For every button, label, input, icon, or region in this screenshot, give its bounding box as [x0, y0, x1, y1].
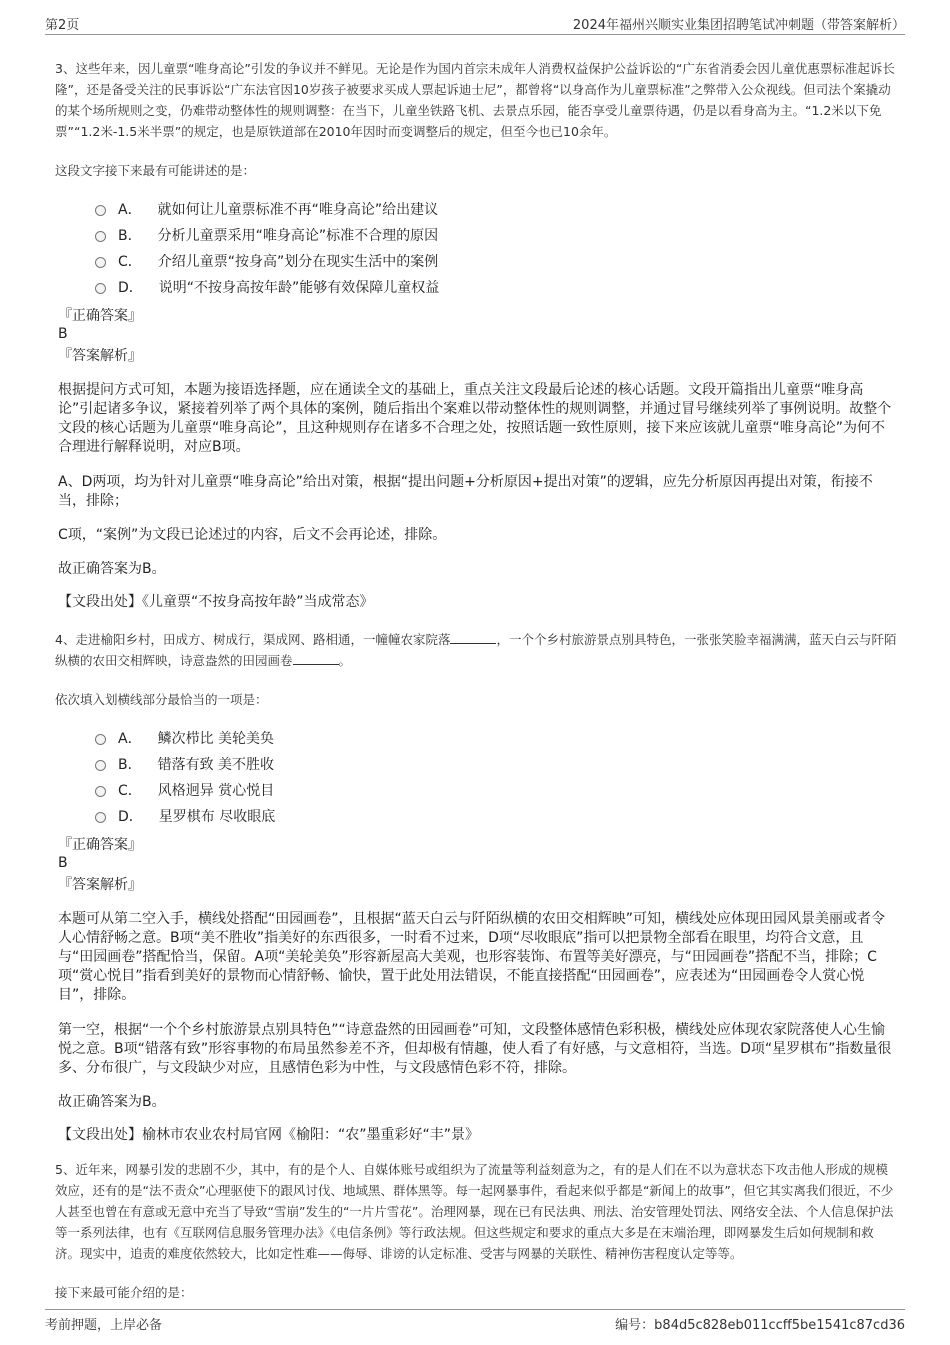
q3-analysis-para: A、D两项，均为针对儿童票“唯身高论”给出对策，根据“提出问题+分析原因+提出对策”的逻辑，应先分析原因再提出对策，衔接不当，排除； [58, 474, 873, 509]
q5-passage: 5、近年来，网暴引发的悲剧不少，其中，有的是个人、自媒体账号或组织为了流量等利益刻意为之，有的是人们在不以为意状态下攻击他人形成的规模效应，还有的是“法不责众”心理驱使下的跟风讨伐、地域黑、群体黑等。每一起网暴事件，看起来似乎都是“新闻上的故事”，但它其实离我们很近，不少人甚至也曾在有意或无意中充当了导致“雪崩”发生的“一片片雪花”。治理网暴，现在已有民法典、刑法、治安管理处罚法、网络安全法、个人信息保护法等一系列法律，也有《互联网信息服务管理办法》《电信条例》等行政法规。但这些规定和要求的重点大多是在末端治理，即网暴发生后如何规制和救济。现实中，追责的难度依然较大，比如定性难——侮辱、诽谤的认定标准、受害与网暴的关联性、精神伤害程度认定等等。 [55, 1162, 894, 1261]
q3-options [55, 197, 897, 301]
q3-analysis [58, 381, 897, 612]
q3-passage: 3、这些年来，因儿童票“唯身高论”引发的争议并不鲜见。无论是作为国内首宗未成年人消费权益保护公益诉讼的“广东省消委会因儿童优惠票标准起诉长隆”，还是备受关注的民事诉讼“广东法官因10岁孩子被要求买成人票起诉迪士尼”，都曾将“以身高作为儿童票标准”之弊带入公众视线。但司法个案撬动的某个场所规则之变，仍难带动整体性的规则调整：在当下，儿童坐铁路飞机、去景点乐园，能否享受儿童票待遇，仍是以看身高为主。“1.2米以下免票”“1.2米-1.5米半票”的规定，也是原铁道部在2010年因时而变调整后的规定，但至今也已10余年。 [55, 61, 895, 139]
document-code: 编号：b84d5c828eb011ccff5be1541c87cd36 [615, 1318, 905, 1333]
q3-option-d[interactable]: D． 说明“不按身高按年龄”能够有效保障儿童权益 [95, 275, 897, 301]
radio-button[interactable] [95, 760, 106, 771]
q3-analysis-para: C项，“案例”为文段已论述过的内容，后文不会再论述，排除。 [58, 527, 447, 543]
q4-analysis-para: 故正确答案为B。 [58, 1094, 166, 1110]
page-header [45, 14, 905, 35]
radio-button[interactable] [95, 231, 106, 242]
fill-blank [293, 652, 339, 665]
q4-analysis-para: 本题可从第二空入手，横线处搭配“田园画卷”，且根据“蓝天白云与阡陌纵横的农田交相辉映”可知，横线处应体现田园风景美丽或者令人心情舒畅之意。B项“美不胜收”指美好的东西很多，一时看不过来，D项“尽收眼底”指可以把景物全部看在眼里，均符合文意，且与“田园画卷”搭配恰当，保留。A项“美轮美奂”形容新屋高大美观，也形容装饰、布置等美好漂亮，与“田园画卷”搭配不当，排除；C项“赏心悦目”指看到美好的景物而心情舒畅、愉快，置于此处用法错误，不能直接搭配“田园画卷”，应表述为“田园画卷令人赏心悦目”，排除。 [58, 911, 886, 1003]
question-4 [55, 629, 897, 1145]
q4-question: 依次填入划横线部分最恰当的一项是： [55, 692, 268, 707]
radio-button[interactable] [95, 734, 106, 745]
q4-analysis-para: 第一空，根据“一个个乡村旅游景点别具特色”“诗意盎然的田园画卷”可知，文段整体感情色彩积极，横线处应体现农家院落使人心生愉悦之意。B项“错落有致”形容事物的布局虽然参差不齐，但却极有情趣，使人看了有好感，与文意相符，当选。D项“星罗棋布”指数量很多、分布很广，与文段缺少对应，且感情色彩为中性，与文段感情色彩不符，排除。 [58, 1022, 892, 1076]
correct-answer-label: 『正确答案』 [58, 837, 142, 853]
q3-option-b[interactable]: B． 分析儿童票采用“唯身高论”标准不合理的原因 [95, 223, 897, 249]
q4-option-b[interactable]: B． 错落有致 美不胜收 [95, 752, 897, 778]
q4-answer: B [58, 855, 68, 871]
footer-slogan: 考前押题，上岸必备 [45, 1318, 163, 1333]
document-title: 2024年福州兴顺实业集团招聘笔试冲刺题（带答案解析） [572, 18, 905, 33]
question-3 [55, 58, 897, 612]
analysis-label: 『答案解析』 [58, 877, 142, 893]
page-number: 第2页 [45, 18, 80, 33]
page-footer [45, 1309, 905, 1332]
q4-option-c[interactable]: C． 风格迥异 赏心悦目 [95, 778, 897, 804]
analysis-label: 『答案解析』 [58, 348, 142, 364]
q4-options [55, 726, 897, 830]
q3-answer: B [58, 326, 68, 342]
q3-source: 【文段出处】《儿童票“不按身高按年龄”当成常态》 [58, 594, 374, 610]
main-content [55, 58, 897, 1303]
q5-question: 接下来最可能介绍的是： [55, 1285, 193, 1300]
radio-button[interactable] [95, 205, 106, 216]
radio-button[interactable] [95, 283, 106, 294]
q4-source: 【文段出处】榆林市农业农村局官网《榆阳：“农”墨重彩好“丰”景》 [58, 1127, 480, 1143]
q4-option-d[interactable]: D． 星罗棋布 尽收眼底 [95, 804, 897, 830]
q3-question: 这段文字接下来最有可能讲述的是： [55, 163, 256, 178]
question-5 [55, 1159, 897, 1303]
q4-option-a[interactable]: A． 鳞次栉比 美轮美奂 [95, 726, 897, 752]
radio-button[interactable] [95, 257, 106, 268]
q4-passage: 4、走进榆阳乡村，田成方、树成行，渠成网、路相通，一幢幢农家院落 ，一个个乡村旅游景点别具特色，一张张笑脸幸福满满，蓝天白云与阡陌纵横的农田交相辉映，诗意盎然的田园画卷 。 [55, 632, 897, 668]
radio-button[interactable] [95, 812, 106, 823]
q3-option-a[interactable]: A． 就如何让儿童票标准不再“唯身高论”给出建议 [95, 197, 897, 223]
q3-option-c[interactable]: C． 介绍儿童票“按身高”划分在现实生活中的案例 [95, 249, 897, 275]
q3-analysis-para: 根据提问方式可知，本题为接语选择题，应在通读全文的基础上，重点关注文段最后论述的核心话题。文段开篇指出儿童票“唯身高论”引起诸多争议，紧接着列举了两个具体的案例，随后指出个案难以带动整体性的规则调整，并通过冒号继续列举了事例说明。故整个文段的核心话题为儿童票“唯身高论”，且这种规则存在诸多不合理之处，按照话题一致性原则，接下来应该就儿童票“唯身高论”为何不合理进行解释说明，对应B项。 [58, 382, 892, 455]
q4-analysis [58, 910, 897, 1145]
correct-answer-label: 『正确答案』 [58, 308, 142, 324]
q3-analysis-para: 故正确答案为B。 [58, 561, 166, 577]
radio-button[interactable] [95, 786, 106, 797]
fill-blank [450, 631, 496, 644]
